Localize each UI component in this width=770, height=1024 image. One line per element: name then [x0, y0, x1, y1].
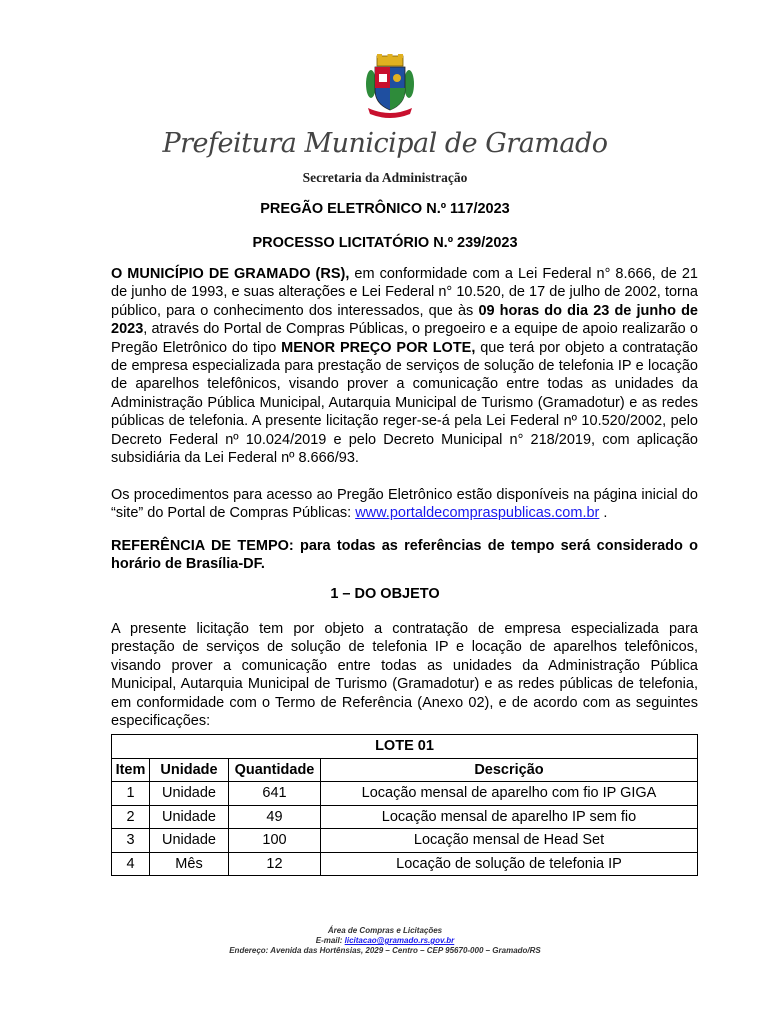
header-item: Item [112, 758, 150, 782]
cell-unit: Unidade [150, 805, 229, 829]
cell-unit: Mês [150, 852, 229, 876]
procedures-text: Os procedimentos para acesso ao Pregão Eletrônico estão disponíveis na página inicial do “site” do Portal de Compras Públicas: [111, 487, 698, 522]
municipal-crest-icon [365, 54, 415, 118]
footer-email-label: E-mail: [315, 936, 345, 945]
cell-description: Locação mensal de aparelho IP sem fio [321, 805, 698, 829]
procedures-tail: . [599, 505, 608, 522]
header-description: Descrição [321, 758, 698, 782]
section-title: 1 – DO OBJETO [330, 586, 440, 602]
intro-text-c: que terá por objeto a contratação de empresa especializada para prestação de serviços de solução de telefonia IP e locação de aparelhos telefônicos, visando prover a comunicação entre todas as unidades da Administração Pública Municipal, Autarquia Municipal de Turismo (Gramadotur) e as redes públicas de telefonia. A presente licitação reger-se-á pela Lei Federal nº 10.520/2002, pelo Decreto Federal nº 10.024/2019 e pelo Decreto Municipal n° 218/2019, com aplicação subsidiária da Lei Federal nº 8.666/93. [111, 339, 698, 467]
header-unit: Unidade [150, 758, 229, 782]
object-paragraph: A presente licitação tem por objeto a contratação de empresa especializada para prestação de serviços de solução de telefonia IP e locação de aparelhos telefônicos, visando prover a comunicação entre todas as unidades da Administração Pública Municipal, Autarquia Municipal de Turismo (Gramadotur) e as redes públicas de telefonia, em conformidade com o Termo de Referência (Anexo 02), e de acordo com as seguintes especificações: [111, 621, 698, 730]
footer-address: Endereço: Avenida das Hortênsias, 2029 – Centro – CEP 95670-000 – Gramado/RS [229, 946, 541, 955]
lot-table [111, 734, 698, 876]
session-datetime: 09 horas do dia 23 de junho de 2023 [111, 302, 698, 338]
intro-text-b: , através do Portal de Compras Públicas, o pregoeiro e a equipe de apoio realizarão o Pregão Eletrônico do tipo [111, 321, 698, 356]
processo-title: PROCESSO LICITATÓRIO N.º 239/2023 [252, 235, 518, 251]
table-header-row [112, 758, 698, 782]
cell-quantity: 100 [229, 829, 321, 853]
pregao-title: PREGÃO ELETRÔNICO N.º 117/2023 [260, 201, 510, 217]
cell-quantity: 49 [229, 805, 321, 829]
intro-paragraph [111, 265, 698, 467]
cell-description: Locação mensal de Head Set [321, 829, 698, 853]
bid-type: MENOR PREÇO POR LOTE, [281, 339, 476, 356]
cell-description: Locação mensal de aparelho com fio IP GIGA [321, 782, 698, 806]
municipality-lead: O MUNICÍPIO DE GRAMADO (RS), [111, 266, 350, 282]
table-row [112, 852, 698, 876]
cell-quantity: 12 [229, 852, 321, 876]
cell-item: 4 [112, 852, 150, 876]
procedures-paragraph [111, 486, 698, 523]
footer-department: Área de Compras e Licitações [327, 926, 443, 935]
footer-email-line [0, 936, 770, 945]
cell-unit: Unidade [150, 829, 229, 853]
footer-email-link[interactable]: licitacao@gramado.rs.gov.br [344, 936, 455, 945]
lot-title: LOTE 01 [112, 735, 698, 759]
cell-description: Locação de solução de telefonia IP [321, 852, 698, 876]
table-row [112, 829, 698, 853]
organization-name: Prefeitura Municipal de Gramado [162, 128, 608, 159]
table-row [112, 782, 698, 806]
department-name: Secretaria da Administração [302, 170, 468, 185]
cell-unit: Unidade [150, 782, 229, 806]
cell-item: 3 [112, 829, 150, 853]
table-row [112, 805, 698, 829]
cell-quantity: 641 [229, 782, 321, 806]
cell-item: 1 [112, 782, 150, 806]
time-reference: REFERÊNCIA DE TEMPO: para todas as referências de tempo será considerado o horário de Brasília-DF. [111, 538, 698, 573]
header-quantity: Quantidade [229, 758, 321, 782]
cell-item: 2 [112, 805, 150, 829]
portal-link[interactable]: www.portaldecompraspublicas.com.br [355, 505, 600, 522]
intro-text-a: em conformidade com a Lei Federal n° 8.666, de 21 de junho de 1993, e suas alterações e Lei Federal n° 10.520, de 17 de julho de 2002, torna público, para o conhecimento dos interessados, que às [111, 266, 698, 319]
